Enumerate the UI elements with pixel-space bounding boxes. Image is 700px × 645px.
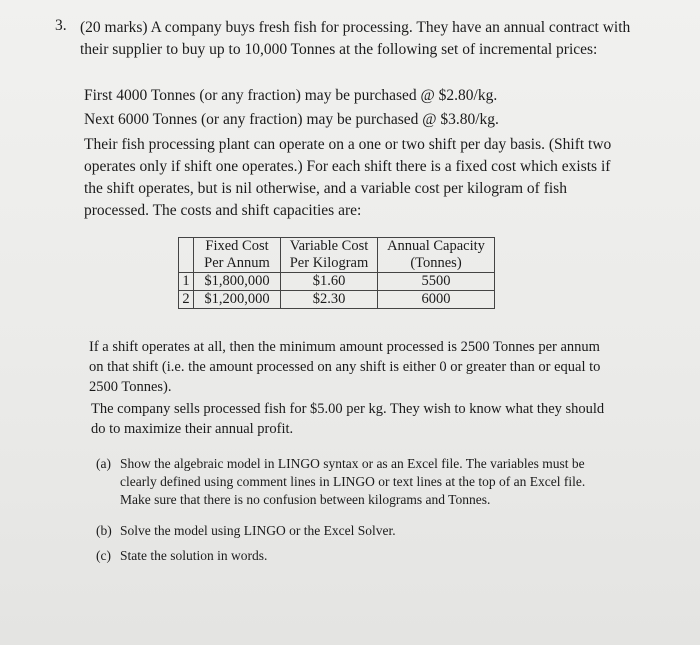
header-variable-cost-line1: Variable Cost <box>289 238 369 254</box>
header-annual-capacity-line2: (Tonnes) <box>410 255 462 271</box>
question-number: 3. <box>55 17 67 34</box>
row-capacity: 6000 <box>378 291 495 309</box>
plant-description: Their fish processing plant can operate on a one or two shift per day basis. (Shift two operates only if shift one operates.) For each shift there is a fixed cost which exists if the shift operates, but is nil otherwise, and a variable cost per kilogram of fish processed. The costs and shift capacities are: <box>84 136 612 219</box>
part-c-tag: (c) <box>96 548 111 563</box>
table-row <box>179 291 495 309</box>
header-variable-cost <box>281 238 378 273</box>
question-intro: (20 marks) A company buys fresh fish for processing. They have an annual contract with their supplier to buy up to 10,000 Tonnes at the following set of incremental prices: <box>80 19 631 58</box>
row-variable-cost: $1.60 <box>281 273 378 291</box>
table-row <box>179 273 495 291</box>
sales-price-text: The company sells processed fish for $5.00 per kg. They wish to know what they should do to maximize their annual profit. <box>91 401 605 437</box>
header-annual-capacity-line1: Annual Capacity <box>387 238 485 254</box>
table-header-blank <box>179 238 194 273</box>
part-c <box>96 547 606 565</box>
header-fixed-cost-line1: Fixed Cost <box>205 238 269 254</box>
price-tier-2: Next 6000 Tonnes (or any fraction) may be purchased @ $3.80/kg. <box>84 111 499 128</box>
part-b-text: Solve the model using LINGO or the Excel Solver. <box>120 523 396 538</box>
row-index: 1 <box>179 273 194 291</box>
header-fixed-cost-line2: Per Annum <box>204 255 270 271</box>
header-variable-cost-line2: Per Kilogram <box>289 255 369 271</box>
part-a <box>96 455 606 509</box>
part-a-tag: (a) <box>96 456 111 471</box>
part-a-text: Show the algebraic model in LINGO syntax or as an Excel file. The variables must be clearly defined using comment lines in LINGO or text lines at the top of an Excel file. Make sure that there is no confusion between kilograms and Tonnes. <box>120 456 586 507</box>
part-c-text: State the solution in words. <box>120 548 268 563</box>
part-b <box>96 522 606 540</box>
price-tier-1: First 4000 Tonnes (or any fraction) may be purchased @ $2.80/kg. <box>84 87 498 104</box>
shift-cost-table <box>178 237 495 309</box>
row-variable-cost: $2.30 <box>281 291 378 309</box>
row-capacity: 5500 <box>378 273 495 291</box>
question-parts <box>96 455 606 565</box>
header-fixed-cost <box>194 238 281 273</box>
table-header-row <box>179 238 495 273</box>
header-annual-capacity <box>378 238 495 273</box>
part-b-tag: (b) <box>96 523 112 538</box>
row-fixed-cost: $1,200,000 <box>194 291 281 309</box>
minimum-processing-rule: If a shift operates at all, then the minimum amount processed is 2500 Tonnes per annum on that shift (i.e. the amount processed on any shift is either 0 or greater than or equal to 2500 Tonnes). <box>89 339 601 395</box>
row-index: 2 <box>179 291 194 309</box>
row-fixed-cost: $1,800,000 <box>194 273 281 291</box>
